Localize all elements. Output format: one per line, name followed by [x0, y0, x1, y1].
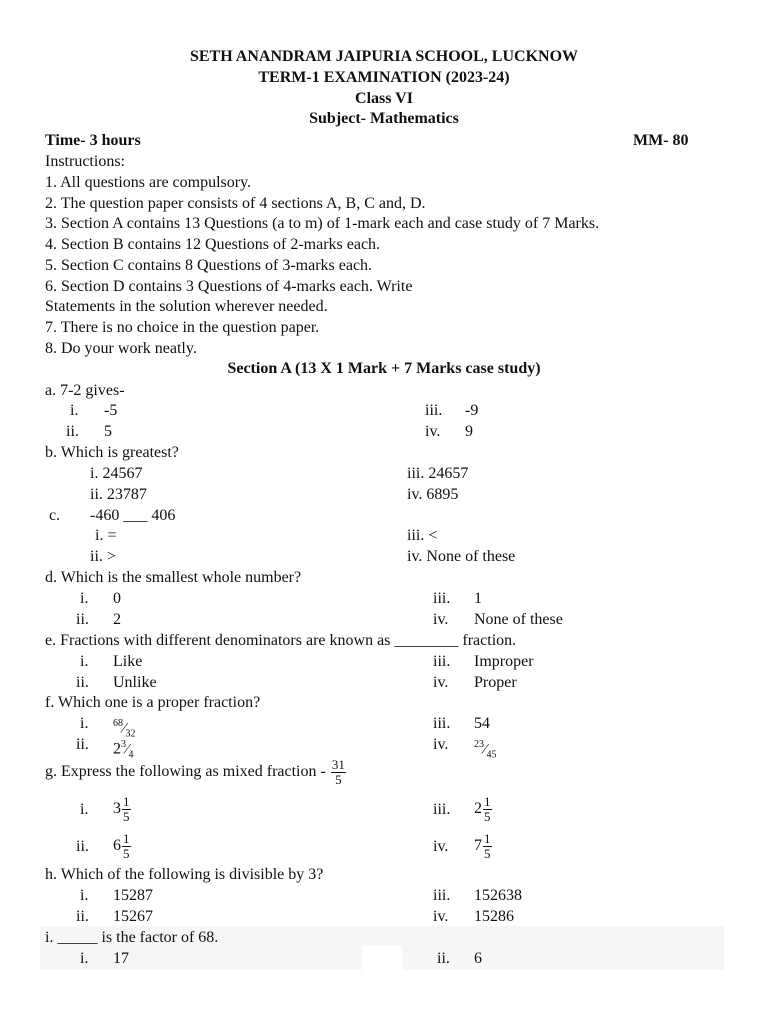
option-text: 9	[465, 423, 473, 440]
instruction-item: 2. The question paper consists of 4 sections A, B, C and, D.	[45, 195, 426, 212]
option-text: iii. 24657	[407, 465, 469, 482]
option-text: ii. 23787	[90, 486, 147, 503]
option-number: iv.	[425, 423, 441, 440]
question-g: g. Express the following as mixed fraction - $\frac{31}{5}$	[45, 756, 345, 787]
option-mixed-fraction: 7 $\frac{1}{5}$	[474, 830, 491, 861]
option-number: ii.	[66, 423, 79, 440]
question-e: e. Fractions with different denominators are known as ________ fraction.	[45, 632, 517, 649]
option-number: iii.	[433, 887, 451, 904]
option-number: iii.	[433, 801, 451, 818]
option-number: i.	[80, 715, 89, 732]
option-text: 17	[113, 950, 129, 967]
option-number: iv.	[433, 736, 449, 753]
option-text: 152638	[474, 887, 522, 904]
question-h: h. Which of the following is divisible by 3?	[45, 866, 324, 883]
option-number: ii.	[76, 674, 89, 691]
instruction-item: 4. Section B contains 12 Questions of 2-marks each.	[45, 236, 381, 253]
option-fraction: $^{68}⁄_{32}$	[113, 718, 136, 740]
option-number: ii.	[76, 838, 89, 855]
option-number: i.	[80, 653, 89, 670]
instruction-item: 7. There is no choice in the question paper.	[45, 319, 320, 336]
option-number: iv.	[433, 908, 449, 925]
question-a: a. 7-2 gives-	[45, 382, 125, 399]
option-mixed-fraction: 6 $\frac{1}{5}$	[113, 830, 130, 861]
section-a-title: Section A (13 X 1 Mark + 7 Marks case study)	[227, 360, 541, 377]
option-text: i. 24567	[90, 465, 143, 482]
option-number: iv.	[433, 674, 449, 691]
instruction-item: 1. All questions are compulsory.	[45, 174, 252, 191]
option-number: iv.	[433, 838, 449, 855]
exam-title: TERM-1 EXAMINATION (2023-24)	[258, 69, 510, 86]
option-text: 15267	[113, 908, 153, 925]
option-text: Proper	[474, 674, 517, 691]
option-text: 2	[113, 611, 121, 628]
option-number: iii.	[425, 402, 443, 419]
option-text: iii. <	[407, 527, 438, 544]
shaded-gap	[362, 946, 402, 970]
subject-label: Subject- Mathematics	[309, 110, 459, 127]
option-number: ii.	[76, 611, 89, 628]
option-text: 5	[104, 423, 112, 440]
instruction-item: 3. Section A contains 13 Questions (a to m) of 1-mark each and case study of 7 Marks.	[45, 215, 600, 232]
option-text: Unlike	[113, 674, 157, 691]
option-text: 54	[474, 715, 490, 732]
school-name: SETH ANANDRAM JAIPURIA SCHOOL, LUCKNOW	[189, 48, 579, 65]
option-number: i.	[70, 402, 79, 419]
option-number: iii.	[433, 653, 451, 670]
option-text: None of these	[474, 611, 563, 628]
instruction-item: Statements in the solution wherever needed.	[45, 298, 328, 315]
option-text: Like	[113, 653, 143, 670]
question-b: b. Which is greatest?	[45, 444, 179, 461]
option-fraction: $^{23}⁄_{45}$	[474, 739, 497, 761]
option-number: iv.	[433, 611, 449, 628]
option-text: Improper	[474, 653, 534, 670]
option-number: ii.	[76, 908, 89, 925]
instruction-item: 5. Section C contains 8 Questions of 3-marks each.	[45, 257, 373, 274]
option-text: i. =	[95, 527, 117, 544]
instructions-title: Instructions:	[45, 153, 125, 170]
option-text: -5	[104, 402, 118, 419]
option-mixed-fraction: $2^3⁄_4$	[113, 739, 134, 761]
instruction-item: 6. Section D contains 3 Questions of 4-marks each. Write	[45, 278, 413, 295]
option-text: iv. 6895	[407, 486, 459, 503]
option-text: iv. None of these	[407, 548, 516, 565]
time-label: Time- 3 hours	[45, 132, 141, 149]
option-text: 0	[113, 590, 121, 607]
option-number: ii.	[76, 736, 89, 753]
class-label: Class VI	[355, 90, 413, 107]
question-f: f. Which one is a proper fraction?	[45, 694, 261, 711]
option-mixed-fraction: 2 $\frac{1}{5}$	[474, 793, 491, 824]
option-text: ii. >	[90, 548, 116, 565]
option-number: iii.	[433, 590, 451, 607]
question-c-label: c.	[49, 507, 61, 524]
instruction-item: 8. Do your work neatly.	[45, 340, 197, 357]
option-number: i.	[80, 801, 89, 818]
question-i: i. _____ is the factor of 68.	[45, 929, 219, 946]
option-text: -9	[465, 402, 479, 419]
option-text: 1	[474, 590, 482, 607]
question-fraction: $\frac{31}{5}$	[331, 756, 345, 787]
option-text: 15286	[474, 908, 514, 925]
option-number: i.	[80, 887, 89, 904]
max-marks: MM- 80	[633, 132, 689, 149]
option-text: 6	[474, 950, 482, 967]
option-mixed-fraction: 3 $\frac{1}{5}$	[113, 793, 130, 824]
option-number: i.	[80, 950, 89, 967]
option-number: i.	[80, 590, 89, 607]
option-number: iii.	[433, 715, 451, 732]
option-text: 15287	[113, 887, 153, 904]
question-d: d. Which is the smallest whole number?	[45, 569, 302, 586]
question-c: -460 ___ 406	[90, 507, 176, 524]
option-number: ii.	[437, 950, 450, 967]
